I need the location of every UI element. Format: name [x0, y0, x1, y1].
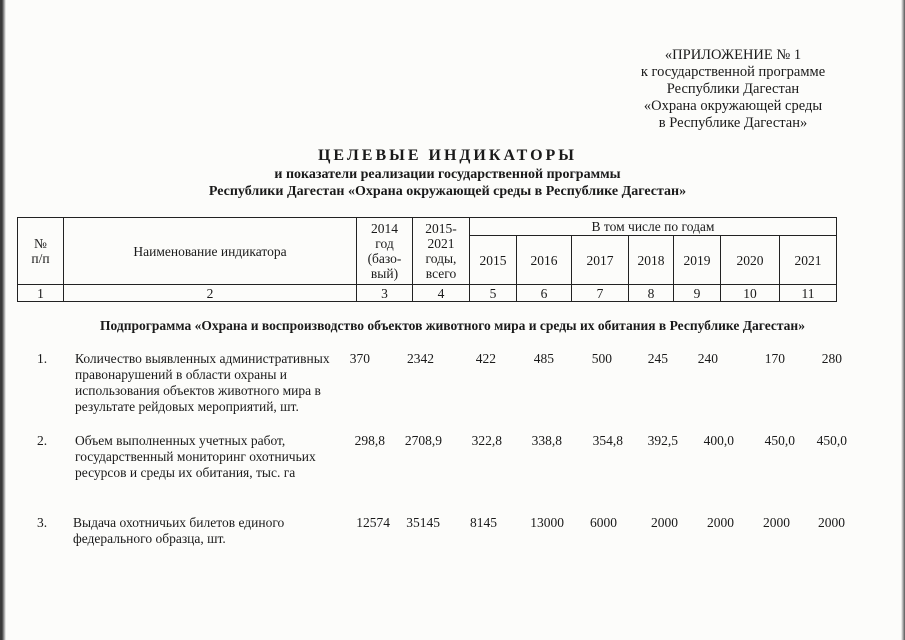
value-2016: 338,8 — [531, 433, 562, 448]
header-text: 2015- — [425, 221, 457, 236]
value-2017: 500 — [591, 351, 612, 366]
column-number-cell: 2 — [64, 285, 357, 302]
header-text: вый) — [370, 266, 399, 281]
row-number: 2. — [37, 433, 48, 448]
value-base: 12574 — [356, 515, 390, 530]
column-number-cell: 4 — [413, 285, 470, 302]
column-number-cell: 11 — [780, 285, 837, 302]
column-number-cell: 8 — [629, 285, 674, 302]
column-number-cell: 7 — [572, 285, 629, 302]
appendix-line: к государственной программе — [640, 64, 826, 80]
header-cell-name: Наименование индикатора — [64, 218, 357, 285]
column-number-cell: 6 — [517, 285, 572, 302]
column-number-cell: 5 — [470, 285, 517, 302]
value-2015: 422 — [475, 351, 496, 366]
value-2021: 280 — [821, 351, 842, 366]
header-cell-year: 2016 — [517, 236, 572, 285]
appendix-line: в Республике Дагестан» — [658, 115, 808, 131]
header-cell-year: 2019 — [674, 236, 721, 285]
header-text: № — [34, 236, 47, 251]
subprogram-title: Подпрограмма «Охрана и воспроизводство объектов животного мира и среды их обитания в Республике Дагестан» — [100, 318, 805, 333]
appendix-note — [623, 47, 843, 132]
value-2019: 240 — [697, 351, 718, 366]
column-number-cell: 9 — [674, 285, 721, 302]
value-2021: 450,0 — [816, 433, 847, 448]
document-subtitle-line: и показатели реализации государственной программы — [274, 167, 621, 182]
header-text: всего — [425, 266, 457, 281]
header-cell-years-group: В том числе по годам — [470, 218, 837, 236]
value-total: 2342 — [407, 351, 434, 366]
value-2018: 245 — [647, 351, 668, 366]
header-text: 2014 — [371, 221, 398, 236]
document-title: ЦЕЛЕВЫЕ ИНДИКАТОРЫ — [317, 147, 578, 164]
document-subtitle-line: Республики Дагестан «Охрана окружающей среды в Республике Дагестан» — [208, 184, 687, 199]
header-text: годы, — [425, 251, 457, 266]
row-number: 1. — [37, 351, 48, 366]
value-2021: 2000 — [818, 515, 845, 530]
header-cell-base — [357, 218, 413, 285]
value-total: 35145 — [406, 515, 440, 530]
value-2018: 2000 — [651, 515, 678, 530]
document-title-block — [0, 146, 905, 200]
appendix-line: «Охрана окружающей среды — [643, 98, 823, 114]
indicator-name: Объем выполненных учетных работ, государственный мониторинг охотничьих ресурсов и среды их обитания, тыс. га — [75, 433, 316, 480]
header-text: 2021 — [427, 236, 455, 251]
header-cell-year: 2021 — [780, 236, 837, 285]
column-number-cell: 3 — [357, 285, 413, 302]
header-cell-year: 2017 — [572, 236, 629, 285]
header-cell-year: 2020 — [721, 236, 780, 285]
value-2019: 2000 — [707, 515, 734, 530]
value-2020: 170 — [764, 351, 785, 366]
value-2015: 8145 — [470, 515, 497, 530]
value-2015: 322,8 — [471, 433, 502, 448]
value-base: 298,8 — [354, 433, 385, 448]
column-number-cell: 10 — [721, 285, 780, 302]
header-text: п/п — [31, 251, 50, 266]
row-number: 3. — [37, 515, 48, 530]
value-2019: 400,0 — [703, 433, 734, 448]
header-cell-num — [18, 218, 64, 285]
value-base: 370 — [349, 351, 370, 366]
header-cell-year: 2015 — [470, 236, 517, 285]
column-number-cell: 1 — [18, 285, 64, 302]
header-cell-total — [413, 218, 470, 285]
indicator-name: Выдача охотничьих билетов единого федерального образца, шт. — [73, 515, 285, 546]
indicator-name: Количество выявленных административных правонарушений в области охраны и использования объектов животного мира в результате рейдовых мероприятий, шт. — [75, 351, 330, 414]
value-2016: 485 — [533, 351, 554, 366]
indicator-table-header — [17, 217, 837, 302]
header-text: год — [375, 236, 394, 251]
value-2020: 450,0 — [764, 433, 795, 448]
value-2018: 392,5 — [647, 433, 678, 448]
value-total: 2708,9 — [404, 433, 442, 448]
header-cell-year: 2018 — [629, 236, 674, 285]
appendix-line: Республики Дагестан — [666, 81, 800, 97]
header-text: (базо- — [367, 251, 402, 266]
value-2020: 2000 — [763, 515, 790, 530]
appendix-line: «ПРИЛОЖЕНИЕ № 1 — [664, 47, 802, 63]
value-2017: 6000 — [590, 515, 617, 530]
value-2016: 13000 — [530, 515, 564, 530]
value-2017: 354,8 — [592, 433, 623, 448]
